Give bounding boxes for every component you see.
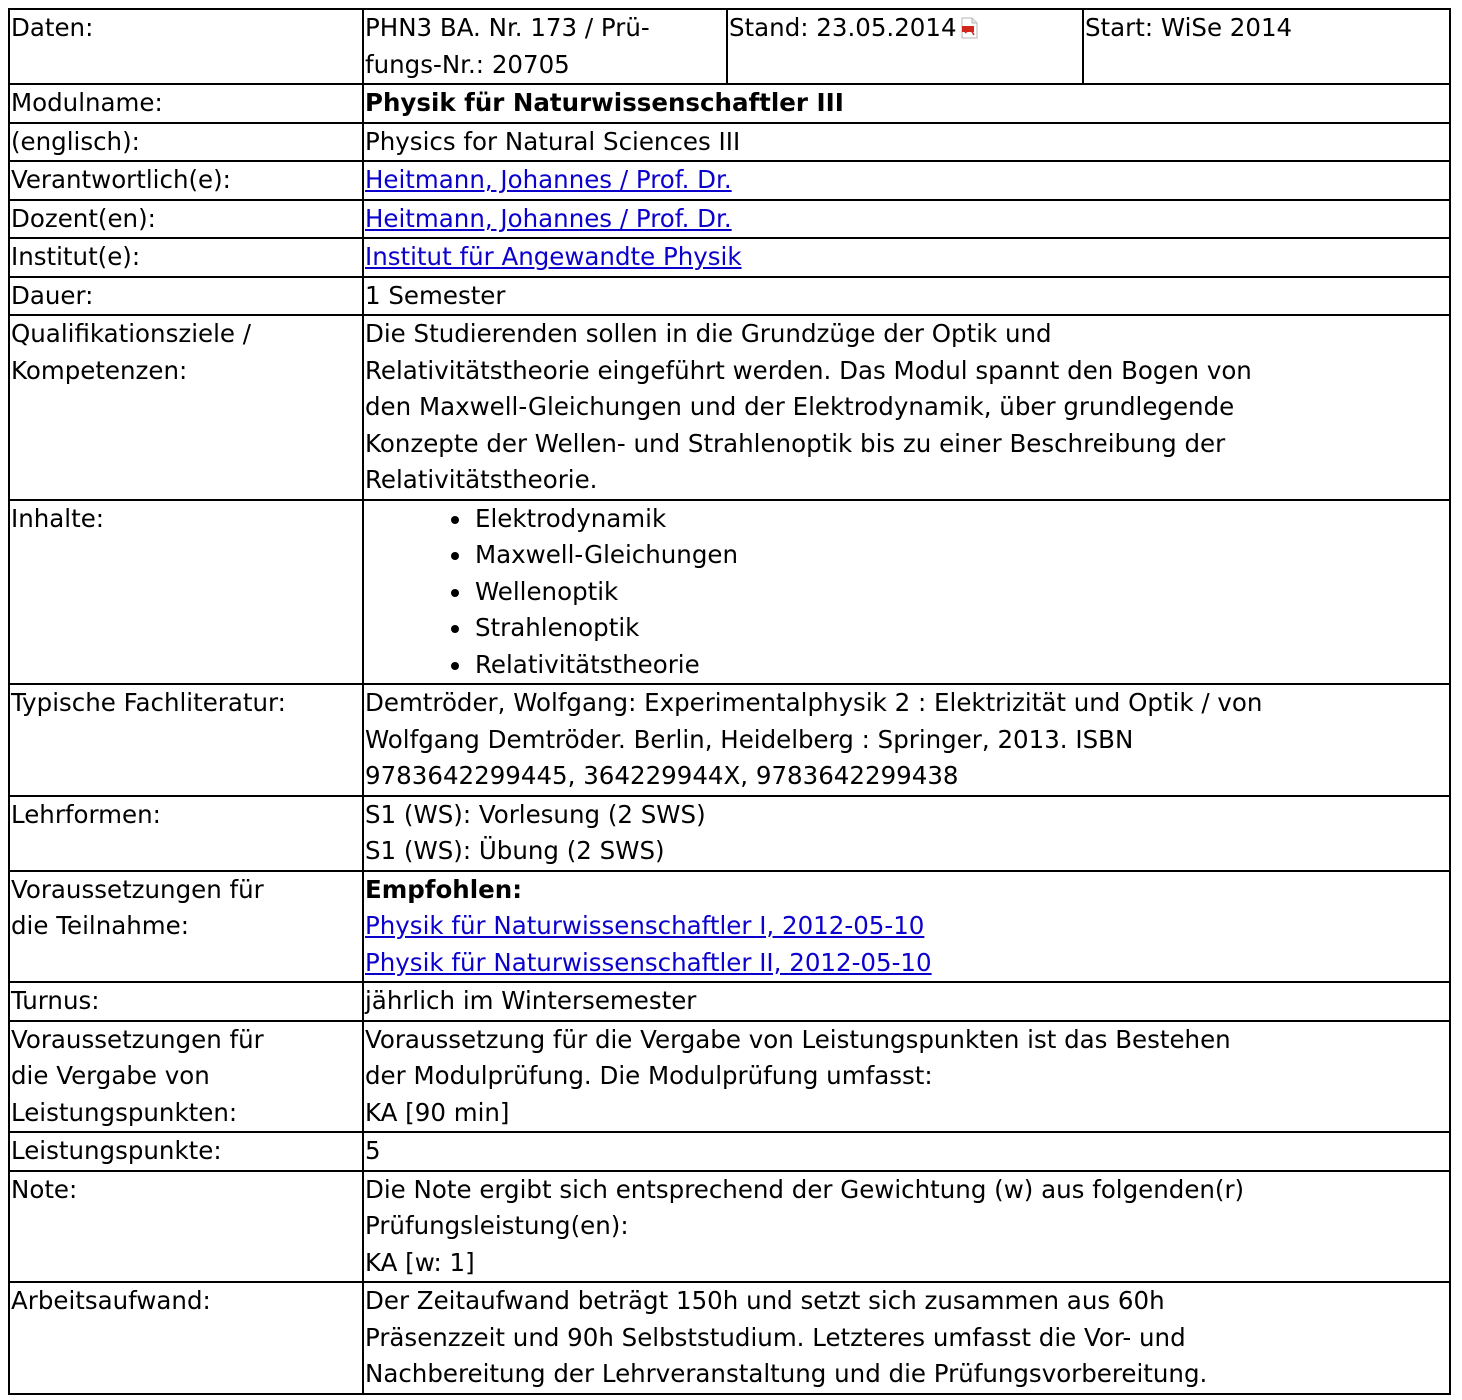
text-line: Der Zeitaufwand beträgt 150h und setzt sich zusammen aus 60h	[365, 1286, 1165, 1315]
label-line: Voraussetzungen für	[11, 874, 264, 904]
value-literatur	[363, 684, 1450, 796]
link-prerequisite-1[interactable]: Physik für Naturwissenschaftler I, 2012-05-10	[365, 911, 925, 940]
text-line: Die Studierenden sollen in die Grundzüge der Optik und	[365, 319, 1052, 348]
label-line: die Teilnahme:	[11, 911, 189, 940]
row-leistungspunkte	[9, 1132, 1450, 1171]
label-leistungspunkte: Leistungspunkte:	[9, 1132, 363, 1171]
link-prerequisite-2[interactable]: Physik für Naturwissenschaftler II, 2012-05-10	[365, 947, 932, 977]
text-line: der Modulprüfung. Die Modulprüfung umfasst:	[365, 1061, 933, 1090]
module-description-table	[8, 8, 1451, 1395]
text-line: S1 (WS): Vorlesung (2 SWS)	[365, 799, 706, 829]
recommended-heading: Empfohlen:	[365, 874, 522, 904]
module-number-line1: PHN3 BA. Nr. 173 / Prü-	[365, 13, 650, 42]
value-dauer: 1 Semester	[363, 277, 1450, 316]
row-inhalte	[9, 500, 1450, 685]
row-dauer	[9, 277, 1450, 316]
label-dozent: Dozent(en):	[9, 200, 363, 239]
row-englisch	[9, 123, 1450, 162]
list-item	[475, 501, 1449, 538]
label-line: Voraussetzungen für	[11, 1024, 264, 1054]
value-englisch: Physics for Natural Sciences III	[363, 123, 1450, 162]
label-line: Leistungspunkten:	[11, 1097, 238, 1127]
label-note: Note:	[9, 1171, 363, 1283]
label-daten: Daten:	[9, 9, 363, 84]
value-note	[363, 1171, 1450, 1283]
label-lehrformen: Lehrformen:	[9, 796, 363, 871]
bullet-icon	[451, 552, 459, 560]
text-line: Präsenzzeit und 90h Selbststudium. Letzteres umfasst die Vor- und	[365, 1322, 1186, 1352]
label-dauer: Dauer:	[9, 277, 363, 316]
stand-cell	[727, 9, 1083, 84]
row-voraussetzungen-teilnahme	[9, 871, 1450, 983]
label-verantwortlich: Verantwortlich(e):	[9, 161, 363, 200]
bullet-icon	[451, 589, 459, 597]
text-line: Konzepte der Wellen- und Strahlenoptik bis zu einer Beschreibung der	[365, 428, 1226, 458]
module-number	[363, 9, 727, 84]
value-leistungspunkte: 5	[363, 1132, 1450, 1171]
text-line: Die Note ergibt sich entsprechend der Gewichtung (w) aus folgenden(r)	[365, 1174, 1245, 1204]
text-line: Relativitätstheorie eingeführt werden. Das Modul spannt den Bogen von	[365, 355, 1252, 385]
value-inhalte	[363, 500, 1450, 685]
value-lehrformen	[363, 796, 1450, 871]
value-voraussetzungen-teilnahme	[363, 871, 1450, 983]
module-title: Physik für Naturwissenschaftler III	[365, 88, 844, 117]
bullet-icon	[451, 625, 459, 633]
label-arbeitsaufwand: Arbeitsaufwand:	[9, 1282, 363, 1394]
row-dozent	[9, 200, 1450, 239]
link-institut[interactable]: Institut für Angewandte Physik	[365, 242, 742, 271]
value-arbeitsaufwand	[363, 1282, 1450, 1394]
label-qualifikation	[9, 315, 363, 500]
list-item-text: Wellenoptik	[475, 576, 619, 606]
list-item	[475, 537, 1449, 574]
row-modulname	[9, 84, 1450, 123]
list-item-text: Maxwell-Gleichungen	[475, 540, 738, 569]
value-modulname	[363, 84, 1450, 123]
list-item	[475, 574, 1449, 611]
list-item	[475, 610, 1449, 647]
start-semester: Start: WiSe 2014	[1083, 9, 1450, 84]
label-institut: Institut(e):	[9, 238, 363, 277]
stand-date: Stand: 23.05.2014	[729, 13, 957, 42]
list-item-text: Strahlenoptik	[475, 613, 640, 642]
label-turnus: Turnus:	[9, 982, 363, 1021]
text-line: S1 (WS): Übung (2 SWS)	[365, 836, 665, 865]
label-inhalte: Inhalte:	[9, 500, 363, 685]
text-line: den Maxwell-Gleichungen und der Elektrodynamik, über grundlegende	[365, 392, 1235, 421]
contents-list	[365, 501, 1449, 684]
bullet-icon	[451, 662, 459, 670]
pdf-icon[interactable]	[961, 13, 978, 35]
value-voraussetzungen-lp	[363, 1021, 1450, 1133]
text-line: 9783642299445, 364229944X, 9783642299438	[365, 761, 959, 790]
list-item	[475, 647, 1449, 684]
value-qualifikation	[363, 315, 1450, 500]
label-modulname: Modulname:	[9, 84, 363, 123]
row-arbeitsaufwand	[9, 1282, 1450, 1394]
row-note	[9, 1171, 1450, 1283]
row-qualifikation	[9, 315, 1450, 500]
row-institut	[9, 238, 1450, 277]
text-line: Prüfungsleistung(en):	[365, 1211, 629, 1240]
value-turnus: jährlich im Wintersemester	[363, 982, 1450, 1021]
row-lehrformen	[9, 796, 1450, 871]
text-line: Voraussetzung für die Vergabe von Leistungspunkten ist das Bestehen	[365, 1024, 1231, 1054]
label-voraussetzungen-teilnahme	[9, 871, 363, 983]
label-englisch: (englisch):	[9, 123, 363, 162]
label-voraussetzungen-lp	[9, 1021, 363, 1133]
module-number-line2: fungs-Nr.: 20705	[365, 49, 570, 79]
row-daten	[9, 9, 1450, 84]
text-line: KA [w: 1]	[365, 1247, 475, 1277]
text-line: KA [90 min]	[365, 1097, 510, 1127]
text-line: Wolfgang Demtröder. Berlin, Heidelberg : Springer, 2013. ISBN	[365, 724, 1134, 754]
text-line: Nachbereitung der Lehrveranstaltung und die Prüfungsvorbereitung.	[365, 1359, 1208, 1388]
row-turnus	[9, 982, 1450, 1021]
label-qualifikation-line2: Kompetenzen:	[11, 355, 188, 385]
list-item-text: Relativitätstheorie	[475, 649, 700, 679]
label-qualifikation-line1: Qualifikationsziele /	[11, 319, 251, 348]
list-item-text: Elektrodynamik	[475, 503, 667, 533]
row-verantwortlich	[9, 161, 1450, 200]
text-line: Demtröder, Wolfgang: Experimentalphysik 2 : Elektrizität und Optik / von	[365, 688, 1263, 717]
label-line: die Vergabe von	[11, 1061, 210, 1090]
row-literatur	[9, 684, 1450, 796]
bullet-icon	[451, 516, 459, 524]
text-line: Relativitätstheorie.	[365, 465, 598, 494]
link-verantwortlich[interactable]: Heitmann, Johannes / Prof. Dr.	[365, 165, 732, 194]
link-dozent[interactable]: Heitmann, Johannes / Prof. Dr.	[365, 203, 732, 233]
label-literatur: Typische Fachliteratur:	[9, 684, 363, 796]
row-voraussetzungen-lp	[9, 1021, 1450, 1133]
